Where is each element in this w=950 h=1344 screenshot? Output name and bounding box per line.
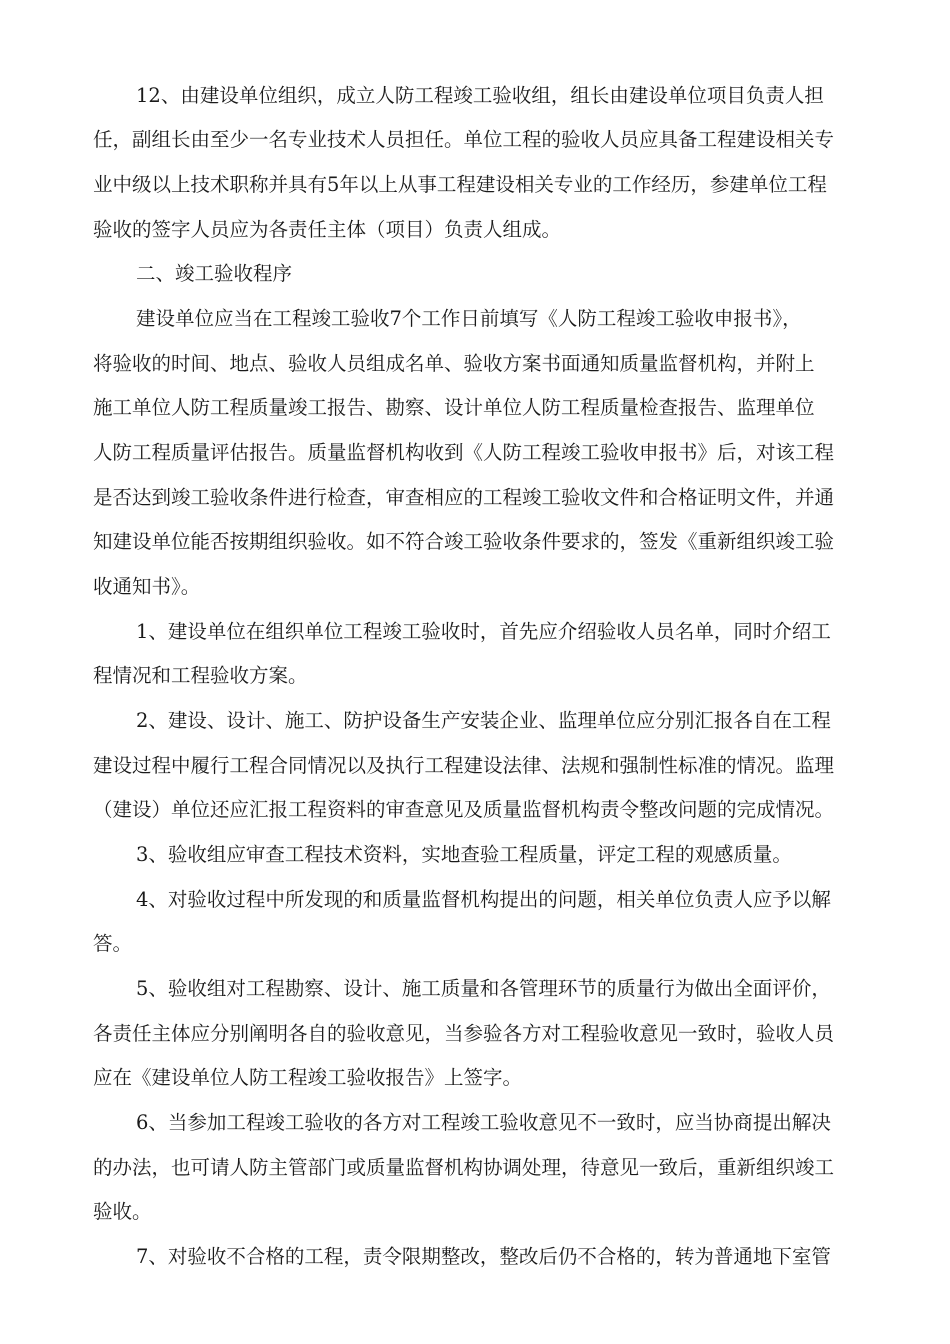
list-item-line: 2、建设、设计、施工、防护设备生产安装企业、监理单位应分别汇报各自在工程 — [136, 709, 831, 732]
list-item-line: 6、当参加工程竣工验收的各方对工程竣工验收意见不一致时，应当协商提出解决 — [136, 1111, 831, 1134]
list-item-line: 验收。 — [93, 1200, 152, 1223]
list-item-line: 1、建设单位在组织单位工程竣工验收时，首先应介绍验收人员名单，同时介绍工 — [136, 620, 831, 643]
paragraph-line: 将验收的时间、地点、验收人员组成名单、验收方案书面通知质量监督机构，并附上 — [93, 352, 815, 375]
paragraph-line: 业中级以上技术职称并具有5年以上从事工程建设相关专业的工作经历，参建单位工程 — [93, 173, 827, 196]
paragraph-line: 建设单位应当在工程竣工验收7个工作日前填写《人防工程竣工验收申报书》， — [136, 307, 802, 330]
paragraph-line: 任，副组长由至少一名专业技术人员担任。单位工程的验收人员应具备工程建设相关专 — [93, 128, 835, 151]
list-item-line: （建设）单位还应汇报工程资料的审查意见及质量监督机构责令整改问题的完成情况。 — [93, 798, 835, 821]
paragraph-line: 人防工程质量评估报告。质量监督机构收到《人防工程竣工验收申报书》后，对该工程 — [93, 441, 835, 464]
list-item-line: 各责任主体应分别阐明各自的验收意见，当参验各方对工程验收意见一致时，验收人员 — [93, 1022, 835, 1045]
list-item-line: 4、对验收过程中所发现的和质量监督机构提出的问题，相关单位负责人应予以解 — [136, 888, 831, 911]
list-item-line: 5、验收组对工程勘察、设计、施工质量和各管理环节的质量行为做出全面评价， — [136, 977, 831, 1000]
paragraph-line: 收通知书》。 — [93, 575, 201, 598]
list-item-line: 7、对验收不合格的工程，责令限期整改，整改后仍不合格的，转为普通地下室管 — [136, 1245, 831, 1268]
paragraph-line: 知建设单位能否按期组织验收。如不符合竣工验收条件要求的，签发《重新组织竣工验 — [93, 530, 835, 553]
paragraph-line: 12、由建设单位组织，成立人防工程竣工验收组，组长由建设单位项目负责人担 — [136, 84, 824, 107]
list-item-line: 答。 — [93, 932, 133, 955]
paragraph-line: 验收的签字人员应为各责任主体（项目）负责人组成。 — [93, 218, 562, 241]
list-item-line: 应在《建设单位人防工程竣工验收报告》上签字。 — [93, 1066, 523, 1089]
list-item-line: 的办法，也可请人防主管部门或质量监督机构协调处理，待意见一致后，重新组织竣工 — [93, 1156, 835, 1179]
list-item-line: 建设过程中履行工程合同情况以及执行工程建设法律、法规和强制性标准的情况。监理 — [93, 754, 835, 777]
paragraph-line: 施工单位人防工程质量竣工报告、勘察、设计单位人防工程质量检查报告、监理单位 — [93, 396, 815, 419]
list-item-line: 程情况和工程验收方案。 — [93, 664, 308, 687]
paragraph-line: 是否达到竣工验收条件进行检查，审查相应的工程竣工验收文件和合格证明文件，并通 — [93, 486, 835, 509]
section-heading: 二、竣工验收程序 — [136, 262, 293, 285]
list-item-line: 3、验收组应审查工程技术资料，实地查验工程质量，评定工程的观感质量。 — [136, 843, 792, 866]
